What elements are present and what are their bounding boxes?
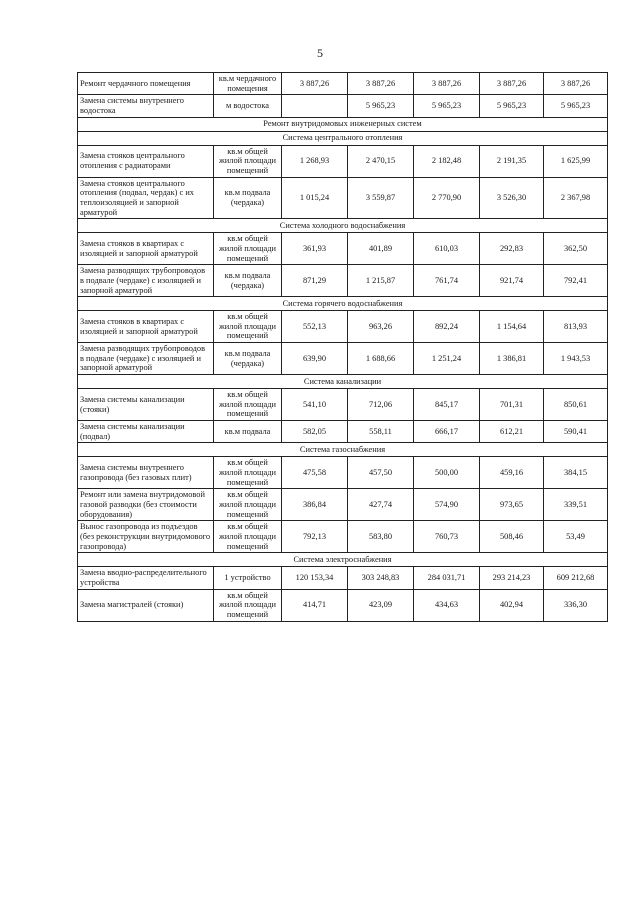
table-row xyxy=(78,95,608,117)
work-name-cell: Замена системы канализации (стояки) xyxy=(78,389,214,421)
value-cell: 2 182,48 xyxy=(414,145,480,177)
value-cell: 3 887,26 xyxy=(414,73,480,95)
work-name-cell: Замена стояков центрального отопления (подвал, чердак) с их теплоизоляцией и запорной арматурой xyxy=(78,177,214,219)
value-cell: 339,51 xyxy=(544,489,608,521)
value-cell: 760,73 xyxy=(414,521,480,553)
value-cell: 1 625,99 xyxy=(544,145,608,177)
value-cell: 845,17 xyxy=(414,389,480,421)
value-cell: 414,71 xyxy=(282,589,348,621)
section-header-row xyxy=(78,131,608,145)
unit-cell: кв.м общей жилой площади помещений xyxy=(214,489,282,521)
value-cell: 427,74 xyxy=(348,489,414,521)
value-cell: 3 887,26 xyxy=(544,73,608,95)
section-title: Система горячего водоснабжения xyxy=(78,297,608,311)
unit-cell: кв.м общей жилой площади помещений xyxy=(214,589,282,621)
section-title: Система газоснабжения xyxy=(78,443,608,457)
value-cell: 921,74 xyxy=(480,265,544,297)
table-row xyxy=(78,233,608,265)
value-cell: 508,46 xyxy=(480,521,544,553)
value-cell: 590,41 xyxy=(544,421,608,443)
value-cell: 666,17 xyxy=(414,421,480,443)
table-body xyxy=(78,73,608,622)
value-cell: 3 887,26 xyxy=(348,73,414,95)
value-cell: 552,13 xyxy=(282,311,348,343)
section-title: Система электроснабжения xyxy=(78,553,608,567)
work-name-cell: Замена стояков в квартирах с изоляцией и запорной арматурой xyxy=(78,233,214,265)
table-row xyxy=(78,521,608,553)
value-cell: 457,50 xyxy=(348,457,414,489)
value-cell: 1 943,53 xyxy=(544,343,608,375)
value-cell xyxy=(282,95,348,117)
value-cell: 3 887,26 xyxy=(480,73,544,95)
work-name-cell: Замена стояков центрального отопления с радиаторами xyxy=(78,145,214,177)
value-cell: 973,65 xyxy=(480,489,544,521)
value-cell: 541,10 xyxy=(282,389,348,421)
value-cell: 1 386,81 xyxy=(480,343,544,375)
table-row xyxy=(78,177,608,219)
unit-cell: м водостока xyxy=(214,95,282,117)
unit-cell: кв.м общей жилой площади помещений xyxy=(214,389,282,421)
value-cell: 401,89 xyxy=(348,233,414,265)
table-row xyxy=(78,343,608,375)
value-cell: 574,90 xyxy=(414,489,480,521)
value-cell: 361,93 xyxy=(282,233,348,265)
work-name-cell: Замена системы внутреннего водостока xyxy=(78,95,214,117)
value-cell: 612,21 xyxy=(480,421,544,443)
value-cell: 2 770,90 xyxy=(414,177,480,219)
value-cell: 892,24 xyxy=(414,311,480,343)
unit-cell: кв.м чердачного помещения xyxy=(214,73,282,95)
value-cell: 5 965,23 xyxy=(348,95,414,117)
value-cell: 423,09 xyxy=(348,589,414,621)
value-cell: 5 965,23 xyxy=(480,95,544,117)
section-header-row xyxy=(78,117,608,131)
section-header-row xyxy=(78,553,608,567)
value-cell: 963,26 xyxy=(348,311,414,343)
table-row xyxy=(78,73,608,95)
table-row xyxy=(78,145,608,177)
value-cell: 609 212,68 xyxy=(544,567,608,589)
value-cell: 850,61 xyxy=(544,389,608,421)
value-cell: 120 153,34 xyxy=(282,567,348,589)
table-row xyxy=(78,457,608,489)
work-name-cell: Замена системы внутреннего газопровода (без газовых плит) xyxy=(78,457,214,489)
value-cell: 792,41 xyxy=(544,265,608,297)
work-name-cell: Ремонт чердачного помещения xyxy=(78,73,214,95)
value-cell: 434,63 xyxy=(414,589,480,621)
unit-cell: кв.м общей жилой площади помещений xyxy=(214,521,282,553)
unit-cell: кв.м подвала (чердака) xyxy=(214,343,282,375)
value-cell: 1 215,87 xyxy=(348,265,414,297)
value-cell: 582,05 xyxy=(282,421,348,443)
value-cell: 3 559,87 xyxy=(348,177,414,219)
unit-cell: кв.м общей жилой площади помещений xyxy=(214,145,282,177)
section-header-row xyxy=(78,297,608,311)
value-cell: 459,16 xyxy=(480,457,544,489)
section-title: Система центрального отопления xyxy=(78,131,608,145)
table-row xyxy=(78,389,608,421)
value-cell: 293 214,23 xyxy=(480,567,544,589)
value-cell: 402,94 xyxy=(480,589,544,621)
value-cell: 813,93 xyxy=(544,311,608,343)
table-row xyxy=(78,489,608,521)
unit-cell: кв.м общей жилой площади помещений xyxy=(214,457,282,489)
value-cell: 792,13 xyxy=(282,521,348,553)
value-cell: 2 191,35 xyxy=(480,145,544,177)
value-cell: 610,03 xyxy=(414,233,480,265)
value-cell: 871,29 xyxy=(282,265,348,297)
value-cell: 1 015,24 xyxy=(282,177,348,219)
value-cell: 362,50 xyxy=(544,233,608,265)
page-number: 5 xyxy=(317,46,323,60)
work-name-cell: Ремонт или замена внутридомовой газовой разводки (без стоимости оборудования) xyxy=(78,489,214,521)
section-header-row xyxy=(78,219,608,233)
unit-cell: кв.м подвала xyxy=(214,421,282,443)
value-cell: 1 688,66 xyxy=(348,343,414,375)
value-cell: 336,30 xyxy=(544,589,608,621)
value-cell: 5 965,23 xyxy=(414,95,480,117)
value-cell: 712,06 xyxy=(348,389,414,421)
unit-cell: кв.м подвала (чердака) xyxy=(214,265,282,297)
section-header-row xyxy=(78,375,608,389)
table-row xyxy=(78,311,608,343)
table-row xyxy=(78,589,608,621)
section-title: Ремонт внутридомовых инженерных систем xyxy=(78,117,608,131)
work-name-cell: Замена системы канализации (подвал) xyxy=(78,421,214,443)
unit-cell: 1 устройство xyxy=(214,567,282,589)
work-name-cell: Замена стояков в квартирах с изоляцией и запорной арматурой xyxy=(78,311,214,343)
unit-cell: кв.м общей жилой площади помещений xyxy=(214,311,282,343)
value-cell: 2 367,98 xyxy=(544,177,608,219)
unit-cell: кв.м подвала (чердака) xyxy=(214,177,282,219)
value-cell: 761,74 xyxy=(414,265,480,297)
value-cell: 386,84 xyxy=(282,489,348,521)
value-cell: 639,90 xyxy=(282,343,348,375)
work-name-cell: Вынос газопровода из подъездов (без реконструкции внутридомового газопровода) xyxy=(78,521,214,553)
section-title: Система холодного водоснабжения xyxy=(78,219,608,233)
table-row xyxy=(78,421,608,443)
value-cell: 284 031,71 xyxy=(414,567,480,589)
tariff-table xyxy=(77,72,608,622)
value-cell: 583,80 xyxy=(348,521,414,553)
work-name-cell: Замена разводящих трубопроводов в подвале (чердаке) с изоляцией и запорной арматурой xyxy=(78,265,214,297)
value-cell: 1 251,24 xyxy=(414,343,480,375)
value-cell: 384,15 xyxy=(544,457,608,489)
section-title: Система канализации xyxy=(78,375,608,389)
work-name-cell: Замена разводящих трубопроводов в подвале (чердаке) с изоляцией и запорной арматурой xyxy=(78,343,214,375)
value-cell: 475,58 xyxy=(282,457,348,489)
value-cell: 53,49 xyxy=(544,521,608,553)
section-header-row xyxy=(78,443,608,457)
value-cell: 558,11 xyxy=(348,421,414,443)
value-cell: 1 268,93 xyxy=(282,145,348,177)
table-row xyxy=(78,567,608,589)
value-cell: 500,00 xyxy=(414,457,480,489)
value-cell: 292,83 xyxy=(480,233,544,265)
value-cell: 701,31 xyxy=(480,389,544,421)
table-row xyxy=(78,265,608,297)
value-cell: 2 470,15 xyxy=(348,145,414,177)
work-name-cell: Замена магистралей (стояки) xyxy=(78,589,214,621)
work-name-cell: Замена вводно-распределительного устройства xyxy=(78,567,214,589)
value-cell: 3 526,30 xyxy=(480,177,544,219)
value-cell: 1 154,64 xyxy=(480,311,544,343)
unit-cell: кв.м общей жилой площади помещений xyxy=(214,233,282,265)
value-cell: 3 887,26 xyxy=(282,73,348,95)
value-cell: 5 965,23 xyxy=(544,95,608,117)
value-cell: 303 248,83 xyxy=(348,567,414,589)
